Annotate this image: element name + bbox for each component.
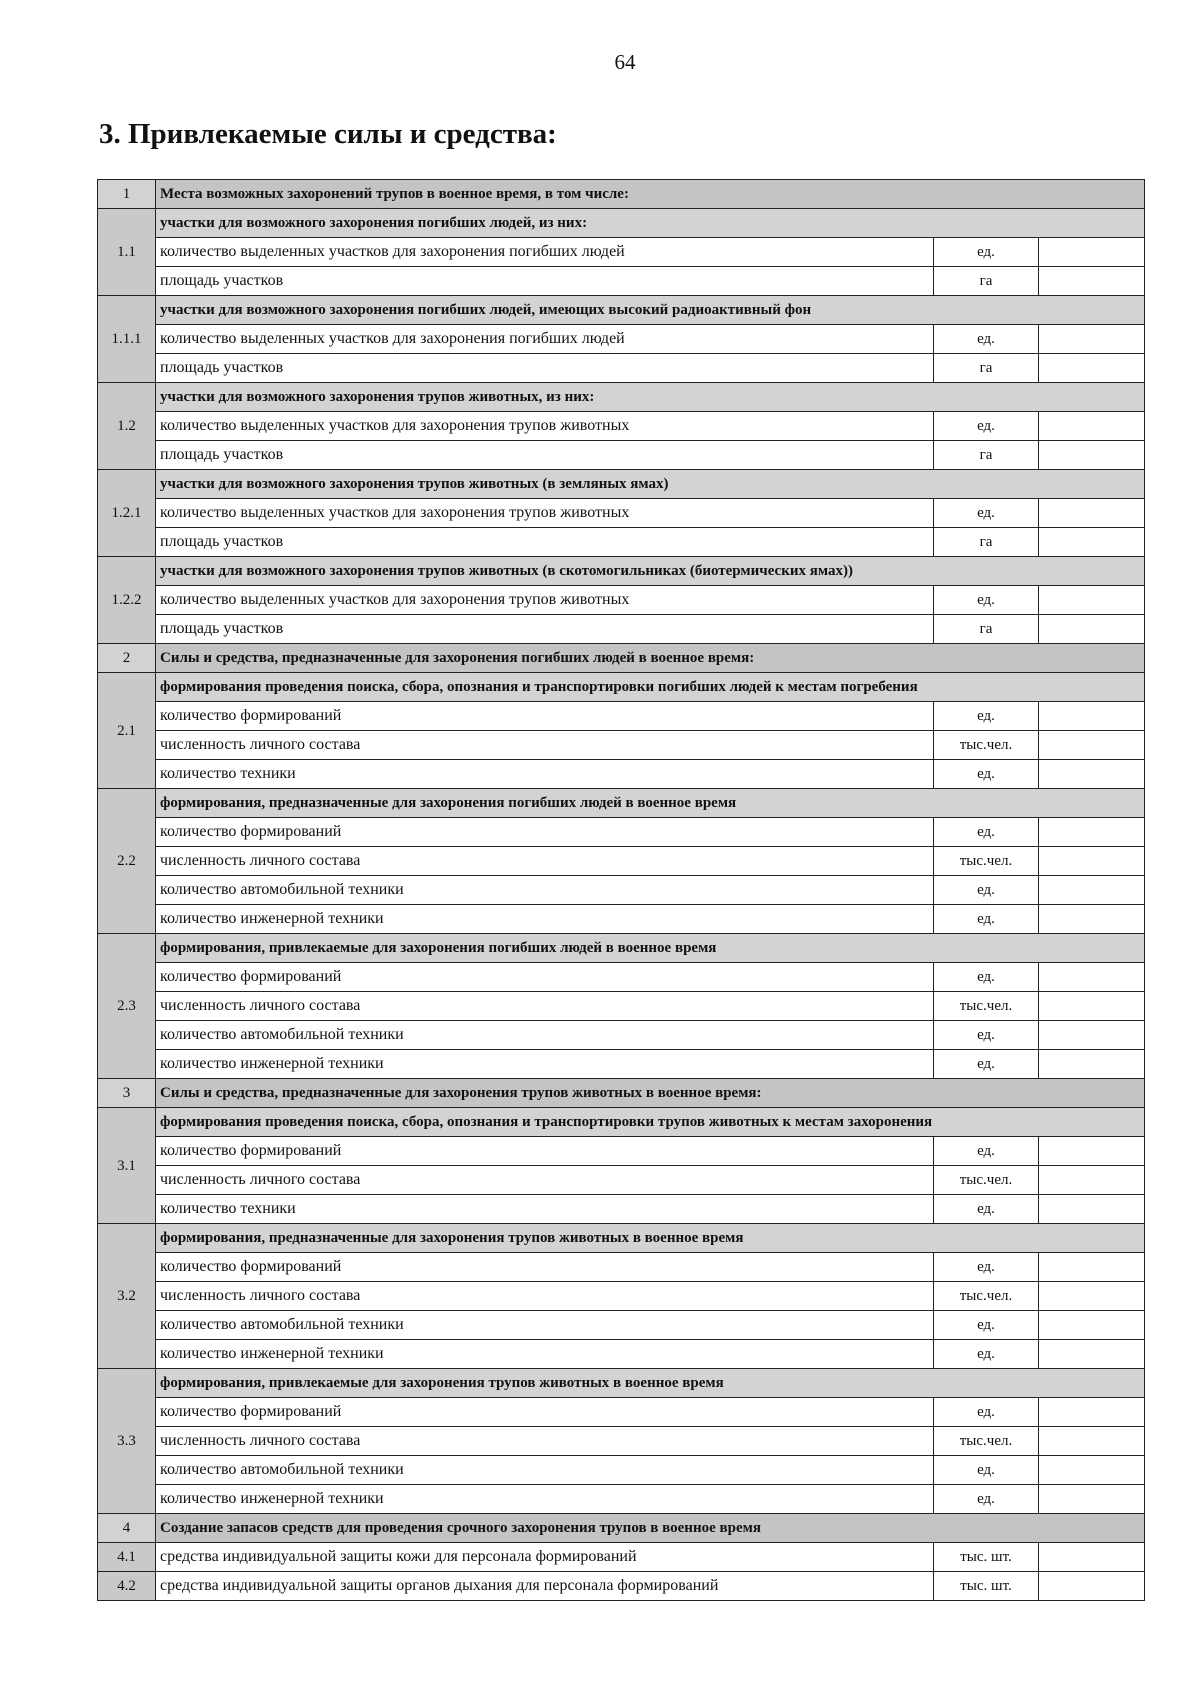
table-row-group	[98, 1108, 1145, 1137]
table-row-section	[98, 180, 1145, 209]
group-label: формирования проведения поиска, сбора, опознания и транспортировки погибших людей к местам погребения	[156, 673, 1145, 702]
row-number: 2.1	[98, 673, 156, 789]
value-cell[interactable]	[1039, 702, 1145, 731]
value-cell[interactable]	[1039, 992, 1145, 1021]
unit-cell: га	[934, 615, 1039, 644]
indicator-label: количество формирований	[156, 1398, 934, 1427]
row-number: 4.1	[98, 1543, 156, 1572]
table-row-item	[98, 441, 1145, 470]
table-row-single	[98, 1543, 1145, 1572]
indicator-label: численность личного состава	[156, 992, 934, 1021]
value-cell[interactable]	[1039, 412, 1145, 441]
table-row-group	[98, 789, 1145, 818]
table-row-item	[98, 412, 1145, 441]
indicator-label: количество формирований	[156, 1137, 934, 1166]
group-label: формирования, привлекаемые для захоронения трупов животных в военное время	[156, 1369, 1145, 1398]
table-row-item	[98, 760, 1145, 789]
unit-cell: тыс.чел.	[934, 731, 1039, 760]
row-number: 3.1	[98, 1108, 156, 1224]
value-cell[interactable]	[1039, 1340, 1145, 1369]
row-number: 3.2	[98, 1224, 156, 1369]
indicator-label: количество инженерной техники	[156, 905, 934, 934]
section-label: Силы и средства, предназначенные для захоронения погибших людей в военное время:	[156, 644, 1145, 673]
value-cell[interactable]	[1039, 325, 1145, 354]
unit-cell: ед.	[934, 1050, 1039, 1079]
value-cell[interactable]	[1039, 963, 1145, 992]
indicator-label: площадь участков	[156, 528, 934, 557]
table-row-item	[98, 1485, 1145, 1514]
indicator-label: численность личного состава	[156, 847, 934, 876]
indicator-label: количество выделенных участков для захоронения погибших людей	[156, 325, 934, 354]
table-row-item	[98, 528, 1145, 557]
group-label: участки для возможного захоронения погибших людей, из них:	[156, 209, 1145, 238]
table-row-group	[98, 1369, 1145, 1398]
table-row-item	[98, 1340, 1145, 1369]
value-cell[interactable]	[1039, 1427, 1145, 1456]
group-label: формирования проведения поиска, сбора, опознания и транспортировки трупов животных к местам захоронения	[156, 1108, 1145, 1137]
indicator-label: численность личного состава	[156, 1282, 934, 1311]
row-number: 1.2.1	[98, 470, 156, 557]
unit-cell: ед.	[934, 818, 1039, 847]
table-row-section	[98, 1079, 1145, 1108]
table-row-item	[98, 267, 1145, 296]
table-row-item	[98, 1050, 1145, 1079]
value-cell[interactable]	[1039, 731, 1145, 760]
unit-cell: га	[934, 354, 1039, 383]
value-cell[interactable]	[1039, 1021, 1145, 1050]
unit-cell: ед.	[934, 499, 1039, 528]
table-row-group	[98, 470, 1145, 499]
indicator-label: количество инженерной техники	[156, 1485, 934, 1514]
section-title: 3. Привлекаемые силы и средства:	[99, 118, 557, 150]
resources-table	[97, 179, 1145, 1601]
indicator-label: количество автомобильной техники	[156, 1311, 934, 1340]
value-cell[interactable]	[1039, 1543, 1145, 1572]
table-row-item	[98, 1311, 1145, 1340]
value-cell[interactable]	[1039, 1572, 1145, 1601]
indicator-label: численность личного состава	[156, 731, 934, 760]
table-row-item	[98, 354, 1145, 383]
indicator-label: численность личного состава	[156, 1166, 934, 1195]
unit-cell: тыс. шт.	[934, 1543, 1039, 1572]
unit-cell: ед.	[934, 586, 1039, 615]
value-cell[interactable]	[1039, 1195, 1145, 1224]
indicator-label: количество формирований	[156, 818, 934, 847]
group-label: формирования, привлекаемые для захоронения погибших людей в военное время	[156, 934, 1145, 963]
indicator-label: площадь участков	[156, 441, 934, 470]
table-row-item	[98, 905, 1145, 934]
indicator-label: количество выделенных участков для захоронения трупов животных	[156, 586, 934, 615]
row-number: 1.1.1	[98, 296, 156, 383]
unit-cell: ед.	[934, 412, 1039, 441]
indicator-label: площадь участков	[156, 354, 934, 383]
value-cell[interactable]	[1039, 586, 1145, 615]
table-row-item	[98, 818, 1145, 847]
table-row-item	[98, 1282, 1145, 1311]
table-row-item	[98, 1021, 1145, 1050]
unit-cell: ед.	[934, 905, 1039, 934]
indicator-label: количество автомобильной техники	[156, 1021, 934, 1050]
table-row-item	[98, 876, 1145, 905]
table-row-group	[98, 209, 1145, 238]
table-row-item	[98, 1253, 1145, 1282]
unit-cell: ед.	[934, 325, 1039, 354]
unit-cell: ед.	[934, 1485, 1039, 1514]
row-number: 4.2	[98, 1572, 156, 1601]
page-number: 64	[614, 50, 636, 74]
value-cell[interactable]	[1039, 1253, 1145, 1282]
indicator-label: средства индивидуальной защиты органов дыхания для персонала формирований	[156, 1572, 934, 1601]
table-row-item	[98, 1398, 1145, 1427]
indicator-label: численность личного состава	[156, 1427, 934, 1456]
unit-cell: ед.	[934, 1195, 1039, 1224]
value-cell[interactable]	[1039, 528, 1145, 557]
value-cell[interactable]	[1039, 876, 1145, 905]
indicator-label: количество формирований	[156, 963, 934, 992]
unit-cell: тыс.чел.	[934, 1282, 1039, 1311]
table-row-section	[98, 644, 1145, 673]
section-number: 2	[98, 644, 156, 673]
table-row-item	[98, 586, 1145, 615]
indicator-label: площадь участков	[156, 615, 934, 644]
table-row-group	[98, 934, 1145, 963]
unit-cell: ед.	[934, 963, 1039, 992]
section-label: Создание запасов средств для проведения срочного захоронения трупов в военное время	[156, 1514, 1145, 1543]
table-row-section	[98, 1514, 1145, 1543]
unit-cell: тыс.чел.	[934, 1166, 1039, 1195]
table-row-group	[98, 296, 1145, 325]
table-row-item	[98, 1456, 1145, 1485]
section-number: 3	[98, 1079, 156, 1108]
table-row-group	[98, 383, 1145, 412]
group-label: формирования, предназначенные для захоронения погибших людей в военное время	[156, 789, 1145, 818]
indicator-label: количество техники	[156, 1195, 934, 1224]
indicator-label: количество выделенных участков для захоронения погибших людей	[156, 238, 934, 267]
section-label: Силы и средства, предназначенные для захоронения трупов животных в военное время:	[156, 1079, 1145, 1108]
row-number: 3.3	[98, 1369, 156, 1514]
value-cell[interactable]	[1039, 267, 1145, 296]
table-row-item	[98, 992, 1145, 1021]
row-number: 1.2.2	[98, 557, 156, 644]
indicator-label: средства индивидуальной защиты кожи для персонала формирований	[156, 1543, 934, 1572]
resources-table-body	[98, 180, 1145, 1601]
value-cell[interactable]	[1039, 1456, 1145, 1485]
indicator-label: количество инженерной техники	[156, 1340, 934, 1369]
unit-cell: ед.	[934, 876, 1039, 905]
value-cell[interactable]	[1039, 354, 1145, 383]
unit-cell: тыс.чел.	[934, 992, 1039, 1021]
group-label: участки для возможного захоронения трупов животных, из них:	[156, 383, 1145, 412]
table-row-group	[98, 673, 1145, 702]
value-cell[interactable]	[1039, 760, 1145, 789]
indicator-label: количество автомобильной техники	[156, 1456, 934, 1485]
row-number: 2.2	[98, 789, 156, 934]
unit-cell: тыс.чел.	[934, 847, 1039, 876]
table-row-item	[98, 1427, 1145, 1456]
table-row-item	[98, 238, 1145, 267]
table-row-item	[98, 615, 1145, 644]
group-label: участки для возможного захоронения трупов животных (в скотомогильниках (биотермических ямах))	[156, 557, 1145, 586]
indicator-label: количество формирований	[156, 702, 934, 731]
unit-cell: ед.	[934, 1021, 1039, 1050]
table-row-group	[98, 1224, 1145, 1253]
unit-cell: ед.	[934, 702, 1039, 731]
value-cell[interactable]	[1039, 1311, 1145, 1340]
unit-cell: ед.	[934, 760, 1039, 789]
indicator-label: количество техники	[156, 760, 934, 789]
indicator-label: количество автомобильной техники	[156, 876, 934, 905]
table-row-item	[98, 325, 1145, 354]
unit-cell: ед.	[934, 1137, 1039, 1166]
table-row-item	[98, 731, 1145, 760]
section-number: 1	[98, 180, 156, 209]
indicator-label: площадь участков	[156, 267, 934, 296]
indicator-label: количество выделенных участков для захоронения трупов животных	[156, 499, 934, 528]
unit-cell: га	[934, 528, 1039, 557]
table-row-item	[98, 1195, 1145, 1224]
value-cell[interactable]	[1039, 1282, 1145, 1311]
section-number: 4	[98, 1514, 156, 1543]
unit-cell: ед.	[934, 1456, 1039, 1485]
value-cell[interactable]	[1039, 905, 1145, 934]
value-cell[interactable]	[1039, 1050, 1145, 1079]
table-row-group	[98, 557, 1145, 586]
table-row-single	[98, 1572, 1145, 1601]
value-cell[interactable]	[1039, 847, 1145, 876]
table-row-item	[98, 499, 1145, 528]
value-cell[interactable]	[1039, 441, 1145, 470]
unit-cell: ед.	[934, 1398, 1039, 1427]
value-cell[interactable]	[1039, 238, 1145, 267]
table-row-item	[98, 702, 1145, 731]
table-row-item	[98, 1166, 1145, 1195]
group-label: формирования, предназначенные для захоронения трупов животных в военное время	[156, 1224, 1145, 1253]
indicator-label: количество инженерной техники	[156, 1050, 934, 1079]
value-cell[interactable]	[1039, 1398, 1145, 1427]
unit-cell: тыс. шт.	[934, 1572, 1039, 1601]
group-label: участки для возможного захоронения трупов животных (в земляных ямах)	[156, 470, 1145, 499]
unit-cell: га	[934, 267, 1039, 296]
indicator-label: количество выделенных участков для захоронения трупов животных	[156, 412, 934, 441]
unit-cell: ед.	[934, 1311, 1039, 1340]
unit-cell: ед.	[934, 1340, 1039, 1369]
row-number: 1.2	[98, 383, 156, 470]
unit-cell: тыс.чел.	[934, 1427, 1039, 1456]
table-row-item	[98, 847, 1145, 876]
value-cell[interactable]	[1039, 818, 1145, 847]
indicator-label: количество формирований	[156, 1253, 934, 1282]
unit-cell: ед.	[934, 1253, 1039, 1282]
value-cell[interactable]	[1039, 1166, 1145, 1195]
unit-cell: га	[934, 441, 1039, 470]
value-cell[interactable]	[1039, 615, 1145, 644]
value-cell[interactable]	[1039, 1137, 1145, 1166]
group-label: участки для возможного захоронения погибших людей, имеющих высокий радиоактивный фон	[156, 296, 1145, 325]
row-number: 1.1	[98, 209, 156, 296]
unit-cell: ед.	[934, 238, 1039, 267]
row-number: 2.3	[98, 934, 156, 1079]
section-label: Места возможных захоронений трупов в военное время, в том числе:	[156, 180, 1145, 209]
table-row-item	[98, 1137, 1145, 1166]
value-cell[interactable]	[1039, 499, 1145, 528]
value-cell[interactable]	[1039, 1485, 1145, 1514]
table-row-item	[98, 963, 1145, 992]
